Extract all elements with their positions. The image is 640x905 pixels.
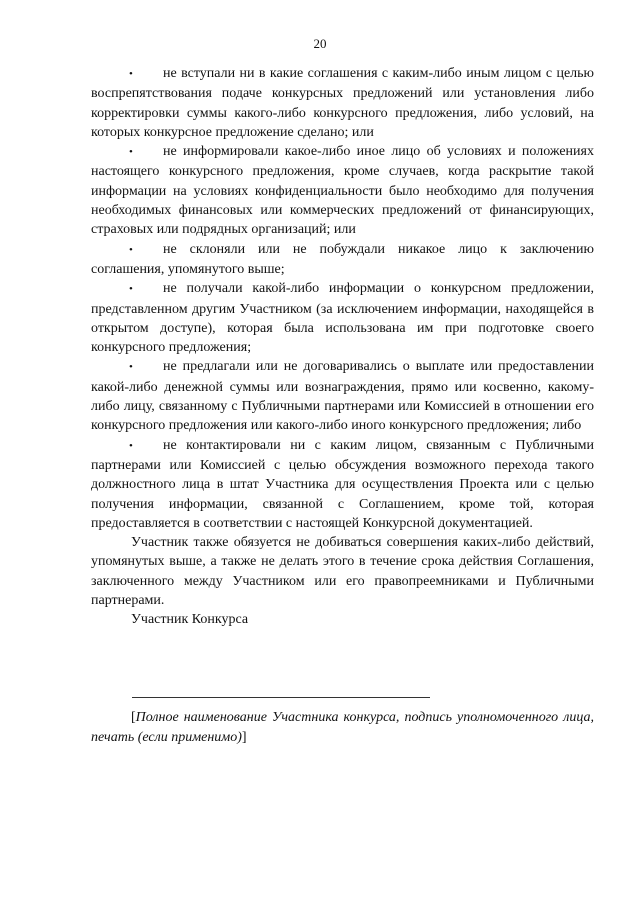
bullet-icon: •	[129, 146, 133, 159]
document-body	[91, 64, 594, 630]
bullet-icon: •	[129, 243, 133, 256]
caption-close-bracket: ]	[241, 730, 247, 745]
list-item-text: не предлагали или не договаривались о выплате или предоставлении какой-либо денежной суммы или вознаграждения, прямо или косвенно, какому-либо лицу, связанному с Публичными партнерами или Комиссией в отношении его конкурсного предложения или какого-либо иного конкурсного предложения; либо	[91, 359, 594, 434]
bullet-icon: •	[129, 361, 133, 374]
list-item-text: не вступали ни в какие соглашения с каким-либо иным лицом с целью воспрепятствования подаче конкурсных предложений или установления либо корректировки суммы какого-либо конкурсного предложения, либо условий, на которых конкурсное предложение сделано; или	[91, 66, 594, 140]
signer-label: Участник Конкурса	[131, 612, 249, 628]
list-item-text: не контактировали ни с каким лицом, связанным с Публичными партнерами или Комиссией с целью обсуждения возможного перехода такого должностного лица в штат Участника для осуществления Проекта или с целью получения информации, связанной с Соглашением, кроме той, которая предоставляется в соответствии с настоящей Конкурсной документацией.	[91, 437, 594, 531]
bullet-icon: •	[129, 68, 133, 80]
page-number: 20	[313, 36, 327, 51]
list-item	[91, 436, 594, 533]
list-item-text: не информировали какое-либо иное лицо об условиях и положениях настоящего конкурсного предложения, кроме случаев, когда раскрытие такой информации на условиях конфиденциальности было необходимо для получения необходимых финансовых или коммерческих предложений от финансирующих, страховых или подрядных организаций; или	[91, 144, 594, 238]
list-item	[91, 240, 594, 280]
list-item	[91, 357, 594, 435]
bullet-icon: •	[129, 439, 133, 452]
signature-line	[132, 697, 430, 698]
signature-caption	[91, 708, 594, 748]
list-item-text: не склоняли или не побуждали никакое лицо к заключению соглашения, упомянутого выше;	[91, 241, 594, 277]
bullet-icon: •	[129, 283, 133, 296]
closing-paragraph: Участник также обязуется не добиваться совершения каких-либо действий, упомянутых выше, а также не делать этого в течение срока действия Соглашения, заключенного между Участником или его правопреемниками и Публичными партнерами.	[91, 535, 594, 609]
list-item	[91, 64, 594, 142]
list-item-text: не получали какой-либо информации о конкурсном предложении, представленном другим Участником (за исключением информации, находящейся в открытом доступе), которая была использована им при подготовке своего конкурсного предложения;	[91, 281, 594, 356]
caption-open-bracket: [	[131, 710, 136, 725]
caption-text: Полное наименование Участника конкурса, подпись уполномоченного лица, печать (если применимо)	[91, 710, 594, 745]
list-item	[91, 279, 594, 357]
list-item	[91, 142, 594, 239]
